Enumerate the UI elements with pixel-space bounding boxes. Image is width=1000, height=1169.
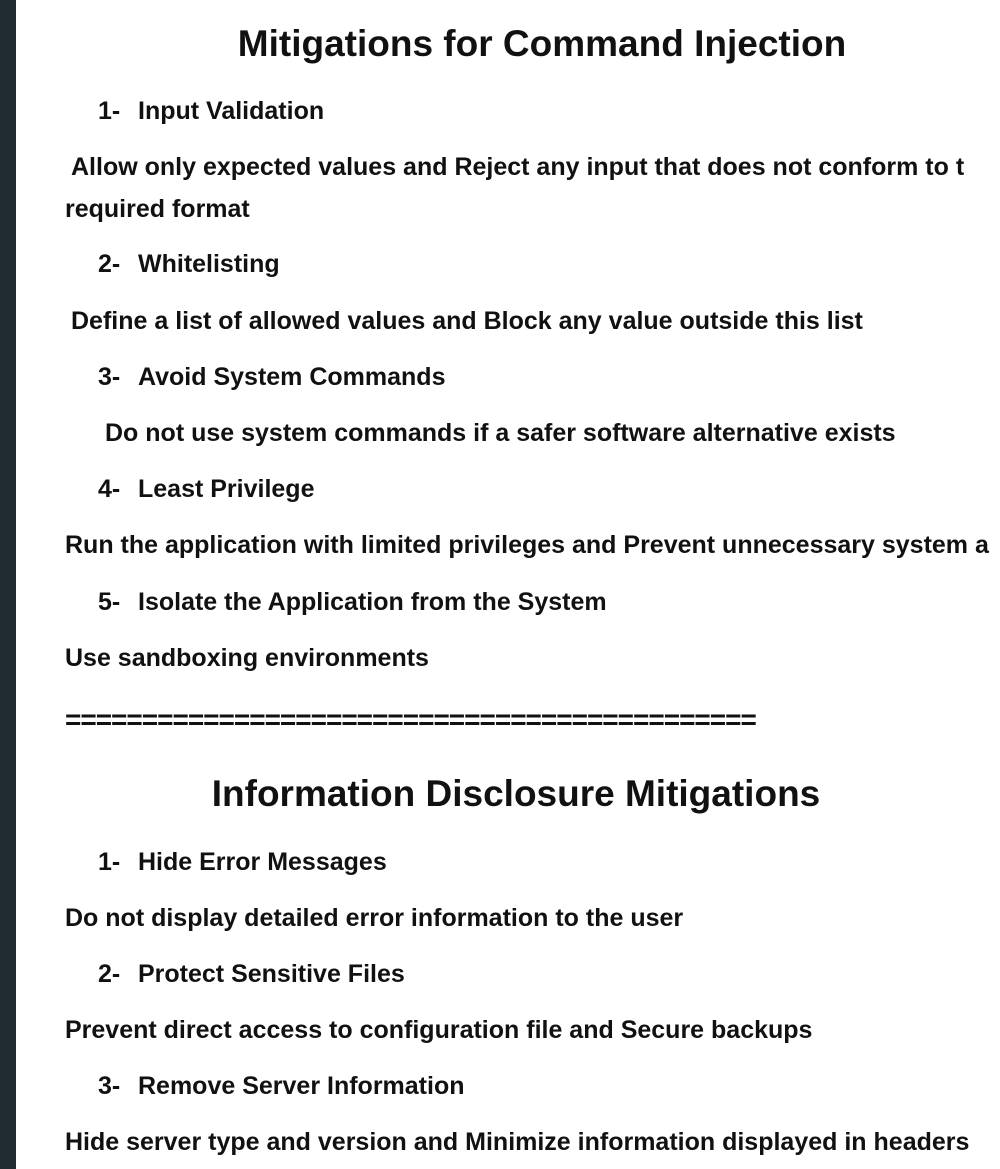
list-item-heading — [98, 362, 445, 392]
list-item-heading — [98, 959, 405, 989]
list-heading-text: Hide Error Messages — [138, 848, 387, 876]
list-item-heading — [98, 96, 324, 126]
list-number: 2- — [98, 250, 121, 278]
list-number: 3- — [98, 1072, 121, 1100]
list-item-heading — [98, 249, 280, 279]
list-item-heading — [98, 1071, 465, 1101]
list-heading-text: Input Validation — [138, 97, 325, 125]
list-item-description: Prevent direct access to configuration file and Secure backups — [65, 1016, 813, 1044]
list-item-heading — [98, 587, 607, 617]
list-item-description: Hide server type and version and Minimize information displayed in headers — [65, 1128, 970, 1156]
list-number: 5- — [98, 588, 121, 616]
list-heading-text: Isolate the Application from the System — [138, 588, 607, 616]
list-item-description: Use sandboxing environments — [65, 644, 429, 672]
list-number: 1- — [98, 97, 121, 125]
list-heading-text: Protect Sensitive Files — [138, 960, 405, 988]
list-item-description: Run the application with limited privileges and Prevent unnecessary system a — [65, 531, 989, 559]
list-number: 1- — [98, 848, 121, 876]
document-page — [16, 0, 1000, 1169]
list-heading-text: Avoid System Commands — [138, 363, 446, 391]
list-number: 4- — [98, 475, 121, 503]
list-item-description: Allow only expected values and Reject any input that does not conform to t — [71, 153, 965, 181]
list-item-description: Do not use system commands if a safer software alternative exists — [105, 419, 896, 447]
section-title-information-disclosure: Information Disclosure Mitigations — [211, 773, 821, 814]
list-heading-text: Whitelisting — [138, 250, 280, 278]
list-item-heading — [98, 847, 387, 877]
list-item-description: Do not display detailed error information to the user — [65, 904, 684, 932]
list-number: 2- — [98, 960, 121, 988]
list-item-heading — [98, 474, 314, 504]
list-item-description: Define a list of allowed values and Block any value outside this list — [71, 307, 863, 335]
list-heading-text: Remove Server Information — [138, 1072, 465, 1100]
section-divider: ============================================= — [65, 705, 756, 735]
list-heading-text: Least Privilege — [138, 475, 315, 503]
list-item-description: required format — [65, 195, 250, 223]
section-title-command-injection: Mitigations for Command Injection — [237, 23, 847, 64]
list-number: 3- — [98, 363, 121, 391]
